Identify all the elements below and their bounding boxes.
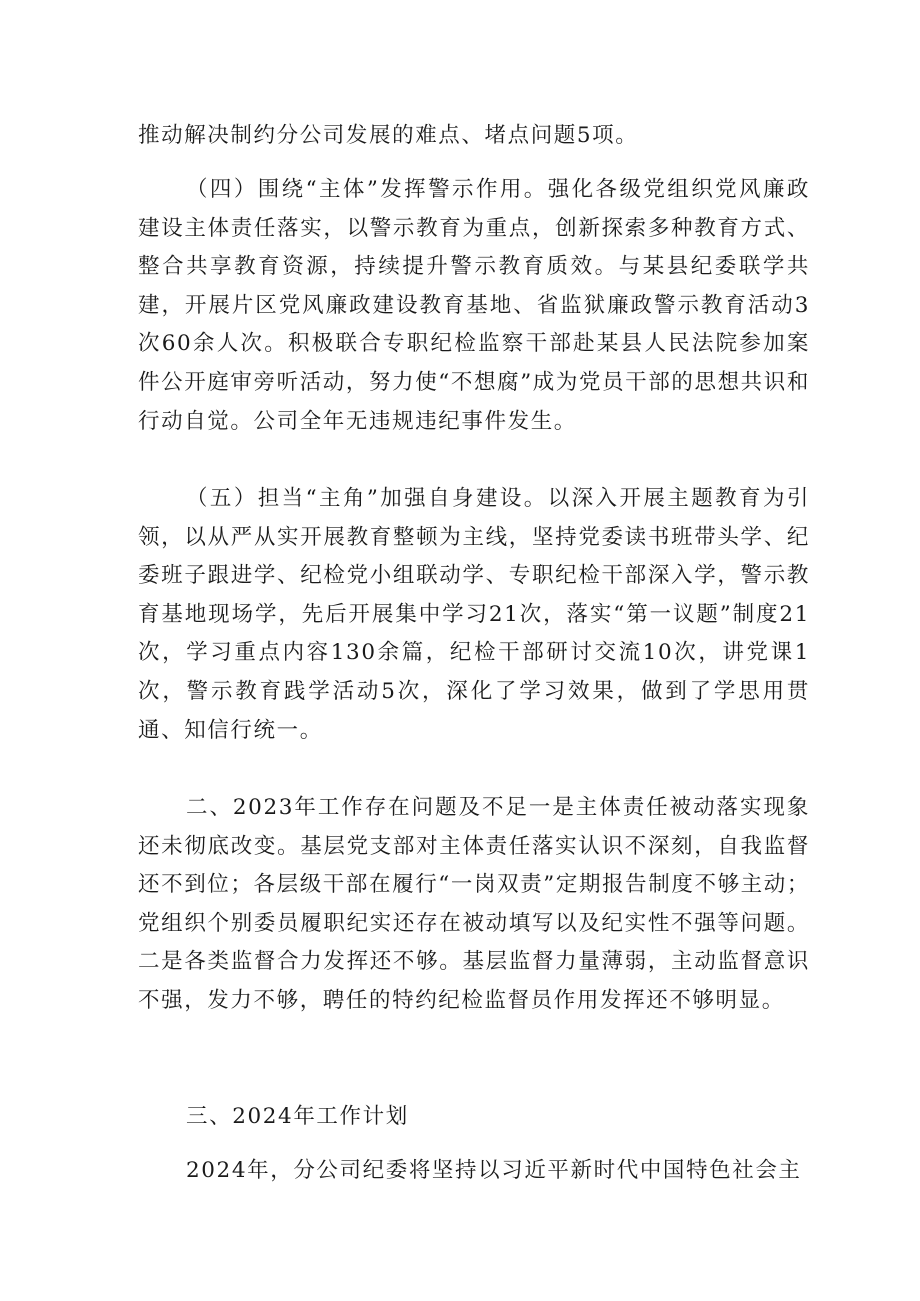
paragraph-plan-2024: 2024年，分公司纪委将坚持以习近平新时代中国特色社会主: [186, 1158, 802, 1183]
paragraph-continuation: 推动解决制约分公司发展的难点、堵点问题5项。: [138, 123, 639, 148]
paragraph-section-four: （四）围绕“主体”发挥警示作用。强化各级党组织党风廉政建设主体责任落实，以警示教育为重点，创新探索多种教育方式、整合共享教育资源，持续提升警示教育质效。与某县纪委联学共建，开展片区党风廉政建设教育基地、省监狱廉政警示教育活动3次60余人次。积极联合专职纪检监察干部赴某县人民法院参加案件公开庭审旁听活动，努力使“不想腐”成为党员干部的思想共识和行动自觉。公司全年无违规违纪事件发生。: [138, 177, 810, 434]
paragraph-problems-2023: 二、2023年工作存在问题及不足一是主体责任被动落实现象还未彻底改变。基层党支部对主体责任落实认识不深刻，自我监督还不到位；各层级干部在履行“一岗双责”定期报告制度不够主动；党组织个别委员履职纪实还存在被动填写以及纪实性不强等问题。二是各类监督合力发挥还不够。基层监督力量薄弱，主动监督意识不强，发力不够，聘任的特约纪检监督员作用发挥还不够明显。: [138, 795, 810, 1013]
paragraph-section-five: （五）担当“主角”加强自身建设。以深入开展主题教育为引领，以从严从实开展教育整顿为主线，坚持党委读书班带头学、纪委班子跟进学、纪检党小组联动学、专职纪检干部深入学，警示教育基地现场学，先后开展集中学习21次，落实“第一议题”制度21次，学习重点内容130余篇，纪检干部研讨交流10次，讲党课1次，警示教育践学活动5次，深化了学习效果，做到了学思用贯通、知信行统一。: [138, 486, 810, 743]
heading-plan-2024: 三、2024年工作计划: [186, 1104, 409, 1129]
